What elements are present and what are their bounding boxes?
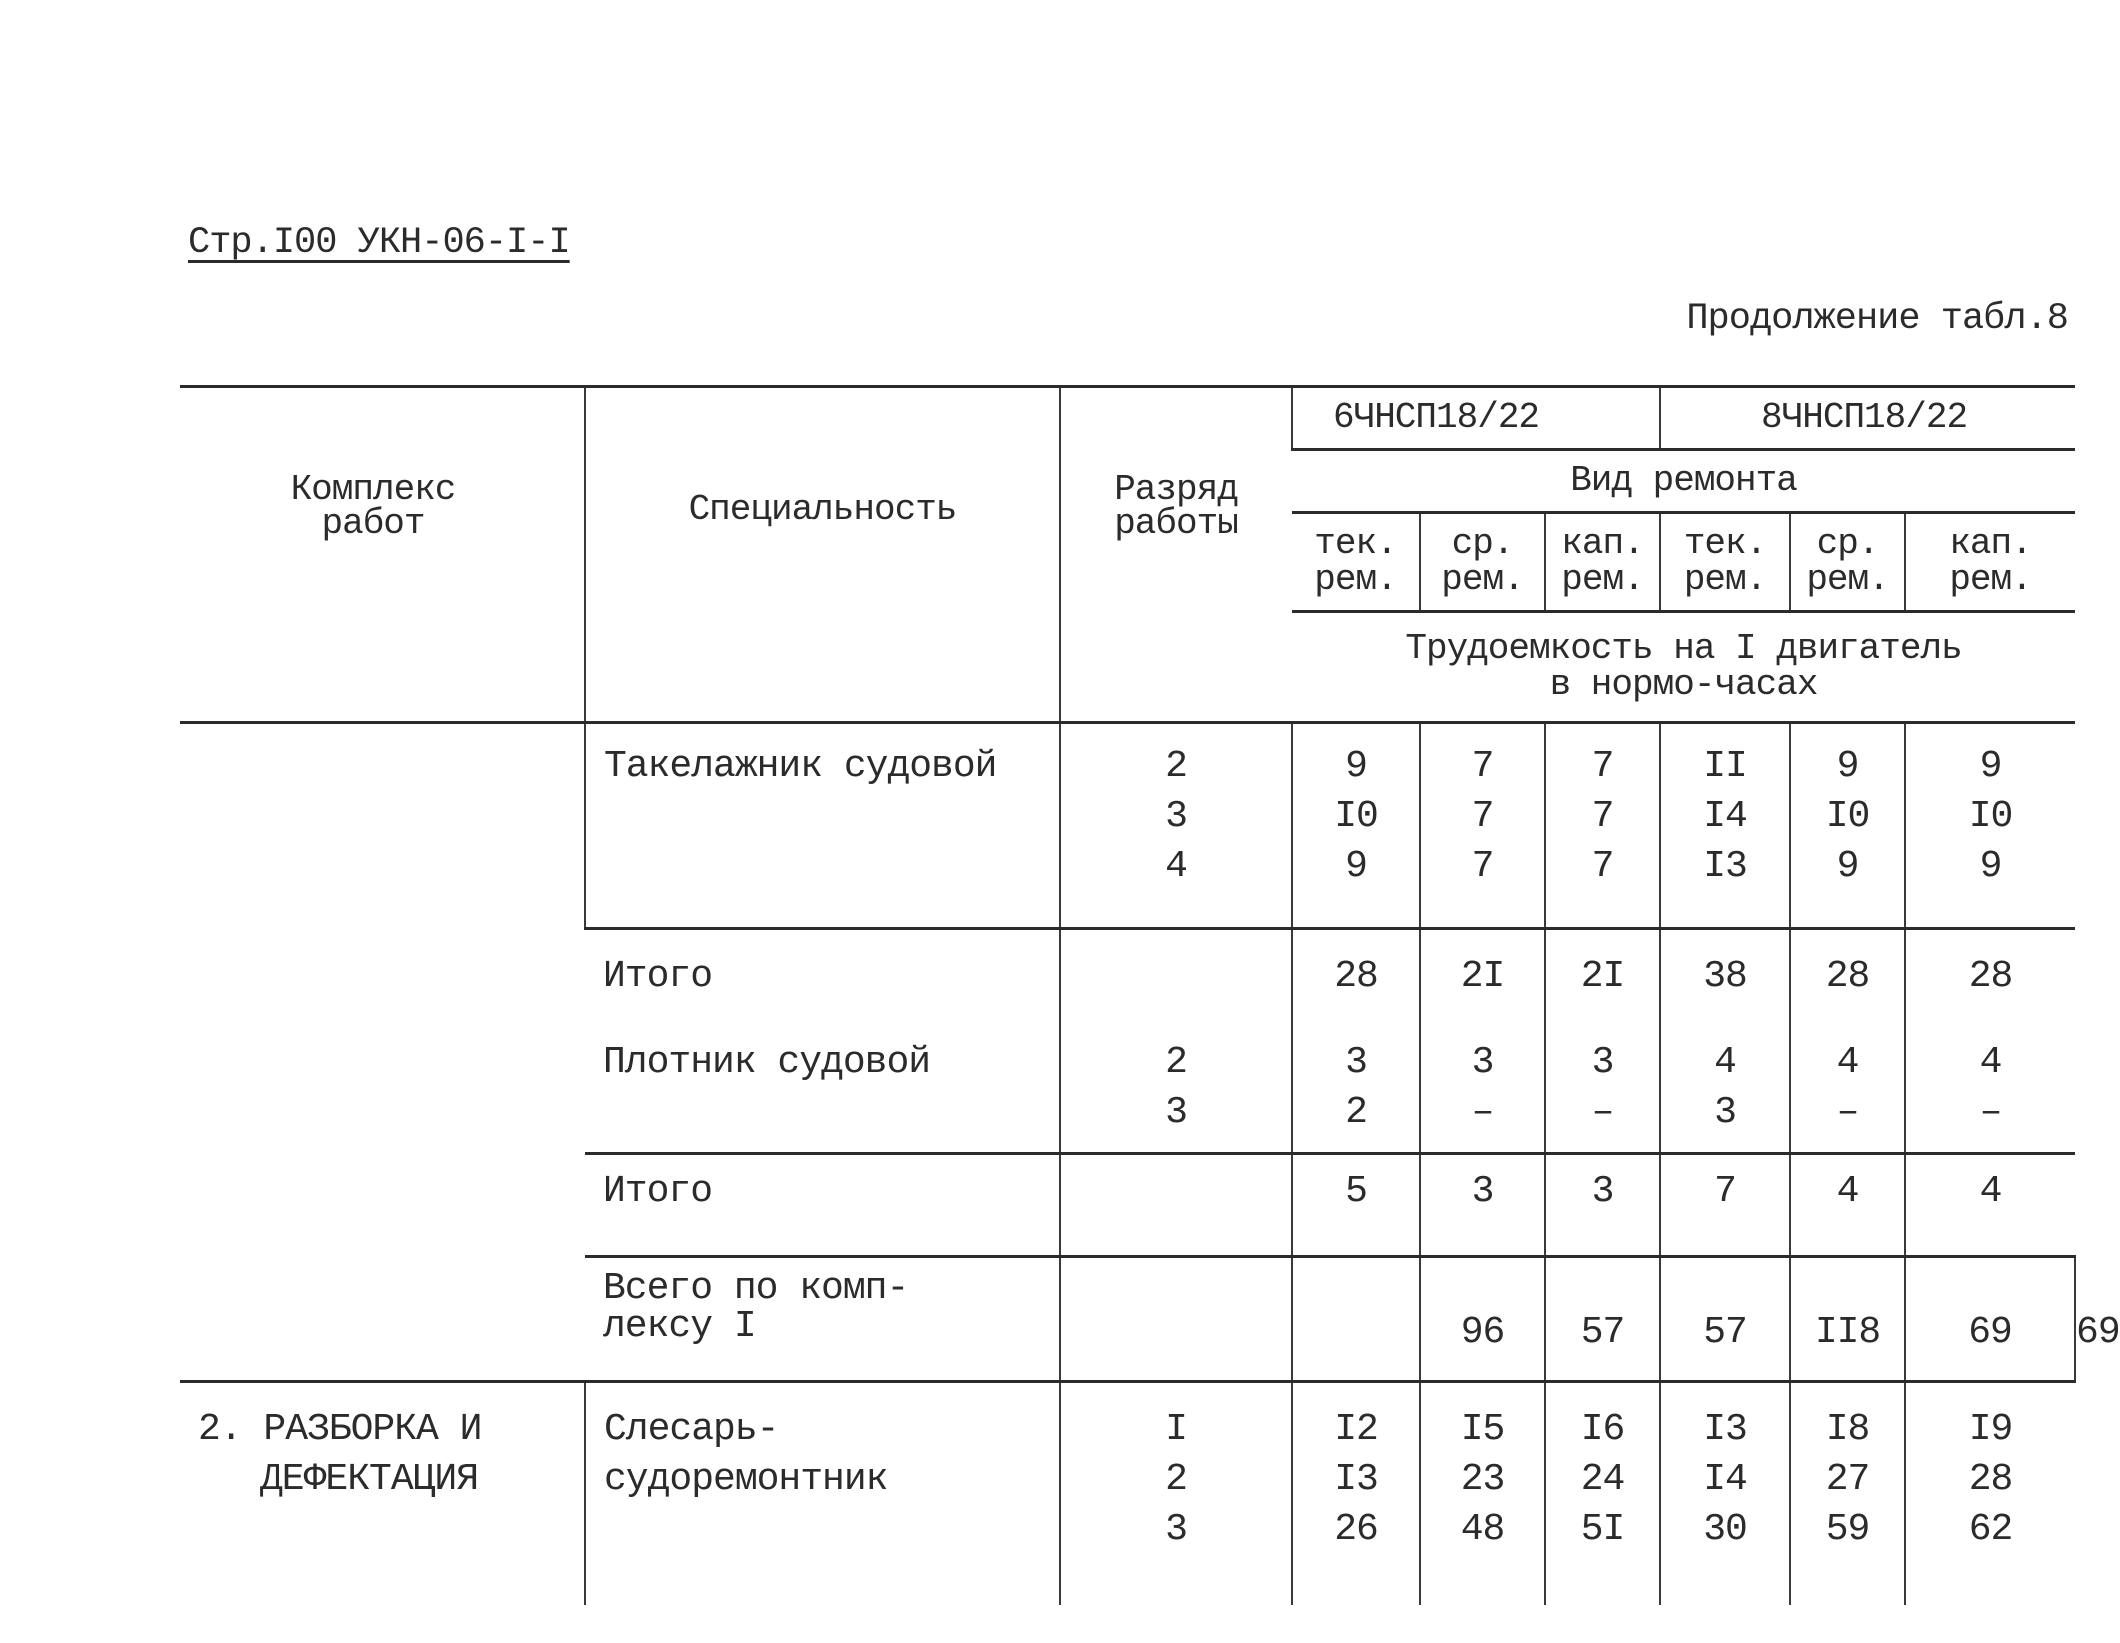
value-cell: 7	[1660, 1154, 1790, 1257]
header-sub-1: тек. рем.	[1292, 513, 1420, 612]
value-cell: 7 7 7	[1545, 723, 1660, 929]
value-cell: II8	[1790, 1257, 1905, 1382]
specialty-cell-total-carpenter	[585, 929, 1060, 1154]
header-engine-8: 8ЧНСП18/22	[1660, 387, 2075, 450]
value-cell: 4	[1790, 1154, 1905, 1257]
value-cell: 3	[1545, 1154, 1660, 1257]
value-cell: I2 I3 26	[1292, 1382, 1420, 1606]
header-labor-unit: Трудоемкость на I двигатель в нормо-часах	[1292, 612, 2075, 723]
value-cell: I8 27 59	[1790, 1382, 1905, 1606]
value-cell: I6 24 5I	[1545, 1382, 1660, 1606]
value-cell: 2I 3 –	[1420, 929, 1545, 1154]
header-sub-2: ср. рем.	[1420, 513, 1545, 612]
header-engine-6: 6ЧНСП18/22	[1292, 387, 1660, 450]
grade-value: 4	[1165, 845, 1187, 888]
value-cell: 28 4 –	[1790, 929, 1905, 1154]
table-continuation-note: Продолжение табл.8	[1686, 298, 2068, 340]
header-sub-3: кап. рем.	[1545, 513, 1660, 612]
grade-value: 3	[1165, 795, 1187, 838]
specialty-fitter: Слесарь-судоремонтник	[585, 1382, 1060, 1606]
page-reference: Стр.I00 УКН-06-I-I	[188, 222, 570, 264]
header-sub-4: тек. рем.	[1660, 513, 1790, 612]
specialty-carpenter: Плотник судовой	[603, 1041, 931, 1084]
specialty-cell-empty	[1060, 1257, 1292, 1382]
value-cell: 57	[1660, 1257, 1790, 1382]
value-cell: 7 7 7	[1420, 723, 1545, 929]
header-complex: Комплекс работ	[180, 387, 585, 723]
grade-value: 3	[1165, 1508, 1187, 1551]
value-cell: 38 4 3	[1660, 929, 1790, 1154]
grade-value: 2	[1165, 1458, 1187, 1501]
value-cell: 96	[1420, 1257, 1545, 1382]
value-cell: I5 23 48	[1420, 1382, 1545, 1606]
table-row-disassembly	[180, 1382, 2075, 1606]
header-sub-6: кап. рем.	[1905, 513, 2075, 612]
value-cell: 28 4 –	[1905, 929, 2075, 1154]
header-specialty: Специальность	[585, 387, 1060, 723]
complex-cell-1	[180, 723, 585, 1382]
value-cell: 5	[1292, 1154, 1420, 1257]
value-cell: 9 I0 9	[1790, 723, 1905, 929]
grade-value: 2	[1165, 745, 1187, 788]
grade-cell-empty	[1060, 1154, 1292, 1257]
grade-value: I	[1165, 1408, 1187, 1451]
header-sub-5: ср. рем.	[1790, 513, 1905, 612]
grade-cell-fitter	[1060, 1382, 1292, 1606]
grade-cell-carpenter	[1060, 929, 1292, 1154]
header-repair-type: Вид ремонта	[1292, 450, 2075, 513]
value-cell: I3 I4 30	[1660, 1382, 1790, 1606]
complex-total-label: Всего по комп- лексу I	[585, 1257, 1060, 1382]
grade-value: 2	[1165, 1041, 1187, 1084]
value-cell: 4	[1905, 1154, 2075, 1257]
labor-table	[180, 385, 2120, 1605]
total-label: Итого	[585, 1154, 1060, 1257]
value-cell: I9 28 62	[1905, 1382, 2075, 1606]
value-cell: 9 I0 9	[1292, 723, 1420, 929]
grade-value: 3	[1165, 1091, 1187, 1134]
grade-cell-empty	[1292, 1257, 1420, 1382]
table-row-rigger	[180, 723, 2075, 929]
grade-cell-rigger	[1060, 723, 1292, 929]
table-row-complex-total: Всего по комп- лексу I 96 57 57 II8 69 69	[180, 1257, 2075, 1382]
complex-disassembly: 2. РАЗБОРКА И ДЕФЕКТАЦИЯ	[180, 1382, 585, 1606]
specialty-rigger: Такелажник судовой	[585, 723, 1060, 929]
value-cell: 9 I0 9	[1905, 723, 2075, 929]
total-label: Итого	[603, 955, 713, 998]
value-cell: 69	[1905, 1257, 2075, 1382]
value-cell: 28 3 2	[1292, 929, 1420, 1154]
value-cell: 3	[1420, 1154, 1545, 1257]
value-cell: 57	[1545, 1257, 1660, 1382]
value-cell: II I4 I3	[1660, 723, 1790, 929]
header-grade: Разряд работы	[1060, 387, 1292, 723]
value-cell: 2I 3 –	[1545, 929, 1660, 1154]
